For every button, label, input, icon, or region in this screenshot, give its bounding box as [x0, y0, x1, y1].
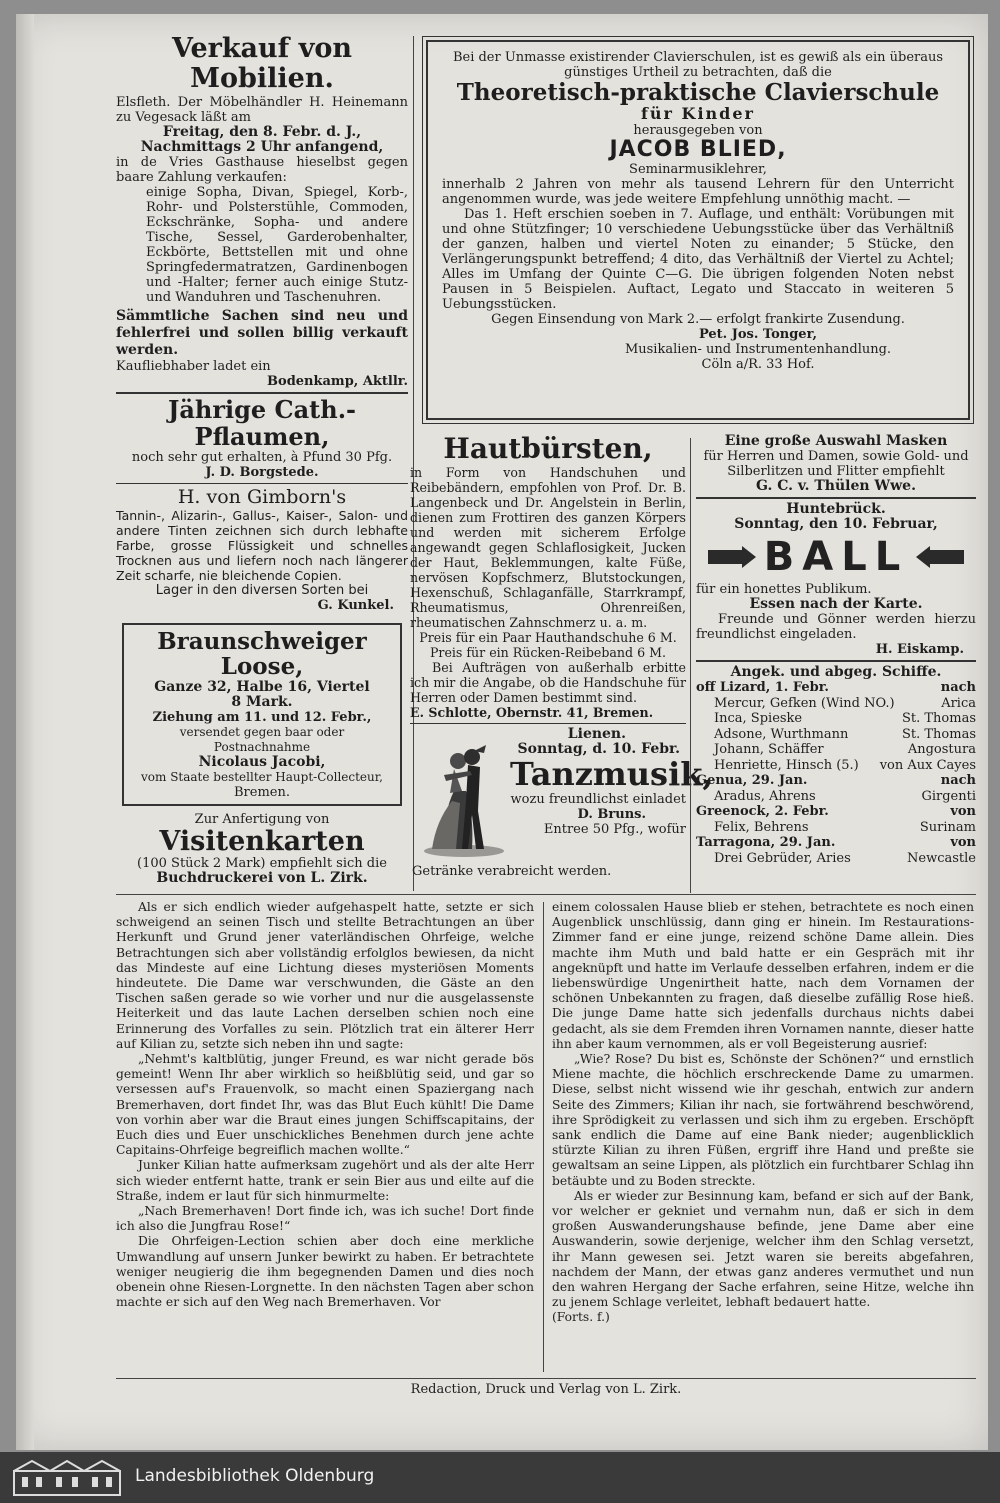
clavier-p2: Das 1. Heft erschien soeben in 7. Auflage, und enthält: Vorübungen mit und ohne Stützfinger; 10 verschiedene Uebungsstücke über das Verhältniß der ganzen, halben und viertel Noten zu einander; 5 Stücke, den Verlängerungspunkt betreffend; 4 dito, das Verhältniß der Viertel zu Achtel; Alles im Umfang der Quinte C—G. Die übrigen folgenden Noten nebst Pausen in 5 Beispielen. Auftact, Legato und Staccato in weiteren 5 Uebungsstücken.: [442, 207, 954, 313]
visiten-printer: Buchdruckerei von L. Zirk.: [156, 870, 368, 887]
ship-row-left: Johann, Schäffer: [714, 742, 824, 757]
story-paragraph: „Nach Bremerhaven! Dort finde ich, was ich suche! Dort finde ich also die Jungfrau Rose!“: [116, 1204, 534, 1234]
ship-row-right: St. Thomas: [901, 726, 976, 742]
divider: [410, 723, 686, 724]
loose-price2: 8 Mark.: [231, 693, 293, 710]
mobilien-note: Sämmtliche Sachen sind neu und fehlerfrei und sollen billig verkauft werden.: [116, 308, 408, 359]
mobilien-signer: Bodenkamp, Aktllr.: [267, 374, 408, 390]
ad-mobilien: [116, 34, 408, 389]
pflaumen-text: noch sehr gut erhalten, à Pfund 30 Pfg.: [131, 450, 393, 466]
ship-row-right: Angostura: [907, 742, 976, 757]
clavier-role: Seminarmusiklehrer,: [629, 162, 767, 178]
library-name: Landesbibliothek Oldenburg: [135, 1466, 375, 1486]
haut-price1: Preis für ein Paar Hauthandschuhe 6 M.: [419, 629, 677, 645]
masken-seller: G. C. v. Thülen Wwe.: [756, 478, 916, 494]
ball-host: H. Eiskamp.: [875, 642, 964, 657]
clavier-by: herausgegeben von: [633, 122, 763, 138]
ship-row-right: von: [950, 804, 976, 819]
loose-title: Braunschweiger Loose,: [157, 628, 367, 681]
tanz-drinks: Getränke verabreicht werden.: [412, 863, 612, 879]
tanz-place: Lienen.: [567, 725, 626, 742]
ship-list: [696, 665, 976, 866]
mobilien-time: Nachmittags 2 Uhr anfangend,: [140, 139, 384, 156]
imprint-rule: [116, 1378, 976, 1379]
schiffe-title: Angek. und abgeg. Schiffe.: [730, 664, 942, 680]
ad-loose: [122, 623, 402, 806]
ship-row-left: Greenock, 2. Febr.: [696, 804, 829, 819]
tanz-invite: wozu freundlichst einladet: [510, 791, 686, 807]
ship-row: [696, 789, 976, 805]
ship-row: [696, 758, 976, 774]
pointing-hand-icon: [706, 540, 758, 574]
tanz-host: D. Bruns.: [577, 806, 646, 822]
newspaper-page: [16, 14, 988, 1450]
column-rule-story: [543, 902, 544, 1372]
haut-price2: Preis für ein Rücken-Reibeband 6 M.: [429, 644, 667, 660]
right-ad-column: [696, 434, 976, 886]
ship-row-left: Genua, 29. Jan.: [696, 773, 808, 788]
ship-port-row: [696, 680, 976, 696]
ball-for: für ein honettes Publikum.: [696, 582, 872, 597]
ship-row-left: Aradus, Ahrens: [714, 788, 816, 804]
imprint: Redaction, Druck und Verlag von L. Zirk.: [410, 1382, 682, 1397]
ship-row-right: nach: [940, 680, 976, 695]
ad-hautbuersten: [410, 434, 686, 720]
ball-banner: [696, 534, 976, 580]
ship-row-right: Arica: [941, 695, 976, 711]
ball-word: BALL: [763, 534, 909, 580]
mobilien-invite: Kaufliebhaber ladet ein: [116, 359, 271, 375]
ship-row-left: Inca, Spieske: [714, 711, 803, 726]
ship-row-left: Tarragona, 29. Jan.: [696, 835, 836, 850]
ship-rows: [696, 680, 976, 866]
tanz-date: Sonntag, d. 10. Febr.: [517, 740, 680, 757]
loose-city: Bremen.: [234, 784, 290, 800]
mobilien-items: einige Sopha, Divan, Spiegel, Korb-, Rohr- und Polsterstühle, Commoden, Eckschränke, Sopha- und andere Tische, Sessel, Garderobenhalter, Eckbörte, Bettstellen mit und ohne Springfedermatratzen, Gardinenbogen und -Halter; ferner auch einige Stutz- und Wanduhren und Taschenuhren.: [146, 185, 408, 306]
page-edge: [16, 14, 34, 1450]
story-left-column: [116, 900, 534, 1374]
story-paragraph: Die Ohrfeigen-Lection schien aber doch eine merkliche Umwandlung auf unsern Junker bewirkt zu haben. Er betrachtete weniger neugierig die ihm begegnenden Damen und dies noch obenein ohne Riesen-Lorgnette. In den nächsten Tagen aber schon machte er sich auf den Weg nach Bremerhaven. Vor: [116, 1234, 534, 1310]
ball-place: Huntebrück.: [786, 501, 886, 517]
clavier-author: JACOB BLIED,: [609, 136, 787, 162]
ship-row-right: St. Thomas: [901, 711, 976, 726]
ad-masken: [696, 434, 976, 494]
story-continued: (Forts. f.): [552, 1310, 610, 1325]
clavier-shop: Musikalien- und Instrumentenhandlung.: [624, 342, 892, 358]
clavier-seller: Pet. Jos. Tonger,: [698, 327, 818, 343]
masken-line3: Silberlitzen und Flitter empfiehlt: [727, 464, 945, 479]
mobilien-place: in de Vries Gasthause hieselbst gegen baare Zahlung verkaufen:: [116, 155, 408, 186]
clavier-frame: [426, 40, 970, 420]
tanz-entry: Entree 50 Pfg., wofür: [543, 821, 686, 837]
divider: [696, 497, 976, 499]
tinten-seller: G. Kunkel.: [317, 598, 394, 614]
ship-row: [696, 820, 976, 836]
clavier-city: Cöln a/R. 33 Hof.: [701, 357, 815, 373]
ship-row-right: Newcastle: [907, 850, 976, 866]
section-rule: [116, 894, 976, 895]
ship-row: [696, 727, 976, 743]
middle-ad-column: [410, 432, 714, 884]
visiten-text: (100 Stück 2 Mark) empfiehlt sich die: [137, 856, 387, 872]
mobilien-date: Freitag, den 8. Febr. d. J.,: [162, 124, 362, 141]
story-paragraph: Junker Kilian hatte aufmerksam zugehört und als der alte Herr sich wieder entfernt hatte, trank er sein Bier aus und eilte auf die Straße, indem er laut für sich hinmurmelte:: [116, 1158, 534, 1203]
visiten-title: Visitenkarten: [159, 825, 365, 857]
column-rule-middle: [690, 438, 691, 893]
ball-date: Sonntag, den 10. Februar,: [734, 516, 938, 532]
ship-row-right: Surinam: [919, 819, 976, 835]
library-building-icon: [12, 1459, 122, 1497]
divider: [696, 660, 976, 662]
ship-port-row: [696, 835, 976, 851]
haut-title: Hautbürsten,: [443, 432, 653, 465]
ship-row-right: von Aux Cayes: [879, 757, 976, 773]
clavier-p1: innerhalb 2 Jahren von mehr als tausend Lehrern für den Unterricht angenommen wurde, was jede weitere Empfehlung unnöthig macht. —: [442, 177, 954, 208]
ship-row: [696, 851, 976, 867]
story-paragraph: einem colossalen Hause blieb er stehen, betrachtete es noch einen Augenblick unschlüssig, dann ging er hinein. Im Restaurations-Zimmer fand er eine junge, reizend schöne Dame allein. Dies machte ihm Muth und bald hatte er ein Gespräch mit ihr angeknüpft und hatte im Verlaufe desselben erfahren, indem er die liebenswürdige Ungenirtheit hatte, nach dem Vornamen der schönen Unbekannten zu fragen, daß dieselbe zufällig Rose hieß. Die junge Dame hatte sich jedenfalls durchaus nichts dabei gedacht, als sie dem Fremden ihren Vornamen nannte, dieser hatte ihn aber kaum vernommen, als er voll Begeisterung ausrief:: [552, 900, 974, 1051]
left-ad-column: [116, 33, 408, 887]
ship-row-left: Henriette, Hinsch (5.): [714, 757, 859, 773]
mobilien-intro: Elsfleth. Der Möbelhändler H. Heinemann zu Vegesack läßt am: [116, 95, 408, 126]
ball-food: Essen nach der Karte.: [749, 596, 923, 612]
ship-row-left: Mercur, Gefken (Wind NO.): [714, 695, 895, 711]
tinten-text: Tannin-, Alizarin-, Gallus-, Kaiser-, Salon- und andere Tinten zeichnen sich durch lebhafte Farbe, grosse Flüssigkeit und schnelles Trocknen aus und liefern noch nach längerer Zeit scharfe, nie bleichende Copien.: [116, 508, 408, 584]
clavier-title: Theoretisch-praktische Clavierschule: [456, 79, 940, 106]
story-right-column: [552, 900, 974, 1374]
ship-row-right: Girgenti: [921, 788, 976, 804]
ad-ball: [696, 502, 976, 657]
ship-row: [696, 696, 976, 712]
dancing-couple-illustration: [414, 731, 514, 861]
loose-send: versendet gegen baar oder Postnachnahme: [179, 724, 345, 754]
story-paragraph: „Wie? Rose? Du bist es, Schönste der Schönen?“ und ernstlich Miene machte, die höchlich erschreckende Dame zu umarmen. Diese, selbst nicht wissend wie ihr geschah, entwich zur andern Seite des Zimmers; Kilian ihr nach, sie fortwährend beschwörend, ihre Sprödigkeit zu verlassen und sich ihm zu ergeben. Erschöpft sank endlich die Dame auf eine Bank nieder; augenblicklich stürzte Kilian zu ihren Füßen, ergriff ihre Hand und preßte sie gewaltsam an seine Lippen, als plötzlich ein furchtbarer Schlag ihn betäubte und zu Boden streckte.: [552, 1052, 974, 1188]
masken-line1: Eine große Auswahl Masken: [724, 433, 948, 449]
ball-invite: Freunde und Gönner werden hierzu freundlichst eingeladen.: [696, 612, 976, 642]
haut-seller: E. Schlotte, Obernstr. 41, Bremen.: [410, 704, 654, 720]
divider: [116, 483, 408, 484]
ship-row: [696, 742, 976, 758]
ship-row-left: Adsone, Wurthmann: [714, 726, 849, 742]
pflaumen-title: Jährige Cath.-Pflaumen,: [167, 395, 357, 451]
clavier-subtitle: für Kinder: [641, 104, 755, 124]
loose-draw: Ziehung am 11. und 12. Febr.,: [152, 709, 372, 725]
ad-pflaumen: [116, 397, 408, 480]
ship-port-row: [696, 804, 976, 820]
loose-role: vom Staate bestellter Haupt-Collecteur,: [141, 769, 383, 784]
ship-row-left: Drei Gebrüder, Aries: [714, 850, 851, 866]
clavier-intro: Bei der Unmasse existirender Clavierschulen, ist es gewiß als ein überaus günstiges Urtheil zu betrachten, daß die: [452, 50, 944, 80]
tinten-stock: Lager in den diversen Sorten bei: [155, 583, 369, 599]
divider: [116, 392, 408, 394]
loose-name: Nicolaus Jacobi,: [198, 753, 326, 770]
visiten-intro: Zur Anfertigung von: [194, 811, 330, 827]
ad-visitenkarten: [116, 812, 408, 887]
story-paragraph: „Nehmt's kaltblütig, junger Freund, es war nicht gerade bös gemeint! Wenn Ihr aber wirklich so heißblütig seid, und gar so versessen auf's Frauenvolk, so macht einen Spaziergang nach Bremerhaven, dort findet Ihr, was das Blut Euch kühlt! Die Dame von vorhin aber war die Braut eines jungen Schiffscapitains, der Euch dies und Euer unschickliches Benehmen durch jene achte Capitains-Ohrfeige begreiflich machen wollte.“: [116, 1052, 534, 1158]
ship-row-right: nach: [940, 773, 976, 788]
loose-price1: Ganze 32, Halbe 16, Viertel: [154, 678, 370, 695]
pointing-hand-icon: [914, 540, 966, 574]
ad-tinten: [116, 487, 408, 613]
ship-row-left: off Lizard, 1. Febr.: [696, 680, 829, 695]
haut-note: Bei Aufträgen von außerhalb erbitte ich mir die Angabe, ob die Handschuhe für Herren oder Damen bestimmt sind.: [410, 659, 686, 705]
ship-row-left: Felix, Behrens: [714, 819, 809, 835]
tanz-title: Tanzmusik,: [510, 754, 714, 793]
masken-line2: für Herren und Damen, sowie Gold- und: [703, 449, 969, 464]
ad-clavierschule: [422, 36, 974, 431]
pflaumen-seller: J. D. Borgstede.: [205, 465, 319, 481]
story-paragraph: Als er sich endlich wieder aufgehaspelt hatte, setzte er sich schweigend an seinen Tisch und stellte Betrachtungen an über Herkunft und Grund jener vaterländischen Ohrfeige, welche Betrachtungen sich aber vollständig erfolglos bewiesen, da nicht das Mindeste auf eine Lichtung dieses mysteriösen Moments hindeutete. Die Dame war verschwunden, die Gäste an den Tischen saßen gerade so wie vorher und nur die ausgelassenste Heiterkeit und das laute Lachen derselben schien noch eine Erinnerung des Vorfalles zu sein. Plötzlich trat ein älterer Herr auf Kilian zu, setzte sich neben ihn und sagte:: [116, 900, 534, 1051]
ship-row-right: von: [950, 835, 976, 850]
story-paragraph: Als er wieder zur Besinnung kam, befand er sich auf der Bank, vor welcher er gekniet und vernahm nun, daß er sich in dem großen Auswanderungshause befinde, jene Dame aber eine Auswanderin, sowie derjenige, welcher ihm den Schlag versetzt, ihr Mann gewesen sei. Jetzt waren sie bereits abgefahren, nachdem der Mann, der etwas ganz anderes vermuthet und nun den wahren Hergang der Sache erfahren, seine Hitze, welche ihn zu jenem Schlage verleitet, lebhaft bedauert hatte.: [552, 1188, 974, 1310]
ship-row: [696, 711, 976, 727]
tinten-title: H. von Gimborn's: [177, 486, 347, 509]
mobilien-title: Verkauf von Mobilien.: [171, 33, 353, 94]
haut-text: in Form von Handschuhen und Reibebändern, empfohlen von Prof. Dr. B. Langenbeck und Dr. Angelstein in Berlin, dienen zum Frottiren des ganzen Körpers und werden mit sicherem Erfolge angewandt gegen Schlaflosigkeit, Jucken der Haut, Beklemmungen, kalte Füße, nervösen Kopfschmerz, Blutstockungen, Hexenschuß, Schlaganfälle, Starrkrampf, Rheumatismus, Ohrenreißen, rheumatischen Zahnschmerz u. a. m.: [410, 464, 686, 630]
clavier-p3: Gegen Einsendung von Mark 2.— erfolgt frankirte Zusendung.: [491, 312, 905, 328]
library-footer: [0, 1452, 1000, 1503]
ad-tanzmusik: [410, 725, 714, 879]
ship-port-row: [696, 773, 976, 789]
